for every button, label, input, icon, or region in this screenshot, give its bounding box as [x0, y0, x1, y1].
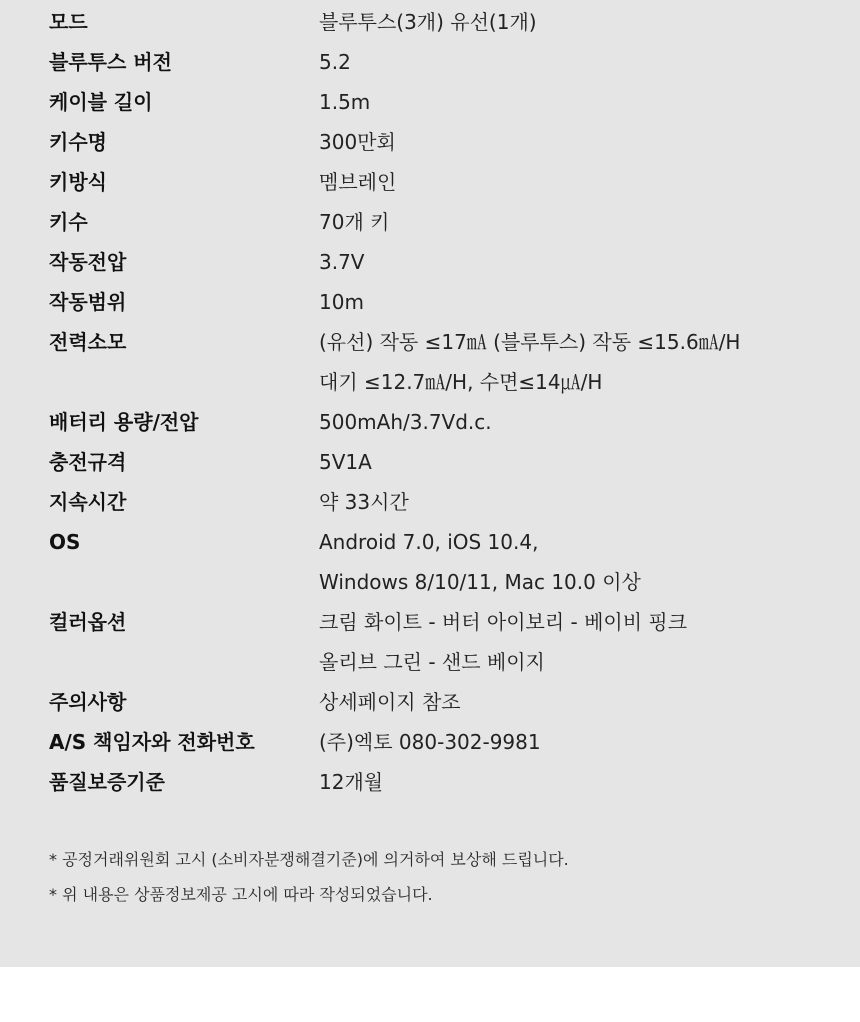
spec-value-line: 5V1A	[319, 450, 372, 474]
spec-label: 컬러옵션	[49, 610, 127, 634]
spec-label: 지속시간	[49, 490, 127, 514]
spec-label: 케이블 길이	[49, 90, 153, 114]
spec-value	[319, 322, 839, 402]
spec-value-line: 올리브 그린 - 샌드 베이지	[319, 650, 545, 674]
spec-value-line: 70개 키	[319, 210, 390, 234]
spec-value-line: 대기 ≤12.7㎃/H, 수면≤14㎂/H	[319, 370, 603, 394]
spec-label: A/S 책임자와 전화번호	[49, 730, 255, 754]
spec-row-power-consumption	[49, 322, 839, 402]
spec-value-line: 12개월	[319, 770, 384, 794]
spec-row-os	[49, 522, 839, 602]
spec-value	[319, 42, 839, 82]
spec-value-line: 5.2	[319, 50, 351, 74]
spec-value-line: Windows 8/10/11, Mac 10.0 이상	[319, 570, 641, 594]
spec-row-duration	[49, 482, 839, 522]
spec-row-precautions	[49, 682, 839, 722]
spec-row-mode	[49, 2, 839, 42]
spec-value-line: 상세페이지 참조	[319, 690, 461, 714]
spec-row-charging	[49, 442, 839, 482]
spec-value-line: 약 33시간	[319, 490, 409, 514]
footnote: * 공정거래위원회 고시 (소비자분쟁해결기준)에 의거하여 보상해 드립니다.	[49, 850, 569, 869]
spec-label: 키방식	[49, 170, 107, 194]
spec-value-line: 500mAh/3.7Vd.c.	[319, 410, 492, 434]
spec-value	[319, 282, 839, 322]
spec-row-bluetooth-version	[49, 42, 839, 82]
spec-row-battery	[49, 402, 839, 442]
spec-row-operating-range	[49, 282, 839, 322]
spec-row-key-lifespan	[49, 122, 839, 162]
spec-value-line: 300만회	[319, 130, 396, 154]
spec-label: 품질보증기준	[49, 770, 165, 794]
spec-value	[319, 402, 839, 442]
spec-value-line: 멤브레인	[319, 170, 397, 194]
spec-row-key-type	[49, 162, 839, 202]
spec-row-as-contact	[49, 722, 839, 762]
spec-value-line: 크림 화이트 - 버터 아이보리 - 베이비 핑크	[319, 610, 688, 634]
spec-label: 블루투스 버전	[49, 50, 172, 74]
spec-value-line: 10m	[319, 290, 364, 314]
spec-label: OS	[49, 530, 81, 554]
spec-value-line: 1.5m	[319, 90, 371, 114]
spec-row-warranty	[49, 762, 839, 802]
spec-value	[319, 162, 839, 202]
spec-row-key-count	[49, 202, 839, 242]
spec-value	[319, 122, 839, 162]
footnotes	[49, 842, 839, 912]
spec-value-line: 블루투스(3개) 유선(1개)	[319, 10, 537, 34]
spec-label: 배터리 용량/전압	[49, 410, 199, 434]
spec-value	[319, 2, 839, 42]
spec-row-cable-length	[49, 82, 839, 122]
spec-value	[319, 522, 839, 602]
spec-label: 전력소모	[49, 330, 127, 354]
spec-value-line: 3.7V	[319, 250, 365, 274]
spec-value-line: (주)엑토 080-302-9981	[319, 730, 541, 754]
spec-value-line: Android 7.0, iOS 10.4,	[319, 530, 539, 554]
spec-value	[319, 682, 839, 722]
spec-value-line: (유선) 작동 ≤17㎃ (블루투스) 작동 ≤15.6㎃/H	[319, 330, 741, 354]
spec-value	[319, 482, 839, 522]
spec-label: 작동전압	[49, 250, 127, 274]
spec-value	[319, 722, 839, 762]
spec-value	[319, 762, 839, 802]
spec-label: 모드	[49, 10, 88, 34]
spec-value	[319, 442, 839, 482]
spec-value	[319, 202, 839, 242]
spec-row-operating-voltage	[49, 242, 839, 282]
spec-table	[49, 2, 839, 802]
spec-label: 키수	[49, 210, 88, 234]
spec-label: 작동범위	[49, 290, 127, 314]
spec-label: 주의사항	[49, 690, 127, 714]
spec-row-color-options	[49, 602, 839, 682]
spec-label: 키수명	[49, 130, 107, 154]
spec-value	[319, 82, 839, 122]
spec-label: 충전규격	[49, 450, 127, 474]
spec-value	[319, 242, 839, 282]
spec-value	[319, 602, 839, 682]
footnote: * 위 내용은 상품정보제공 고시에 따라 작성되었습니다.	[49, 885, 433, 904]
